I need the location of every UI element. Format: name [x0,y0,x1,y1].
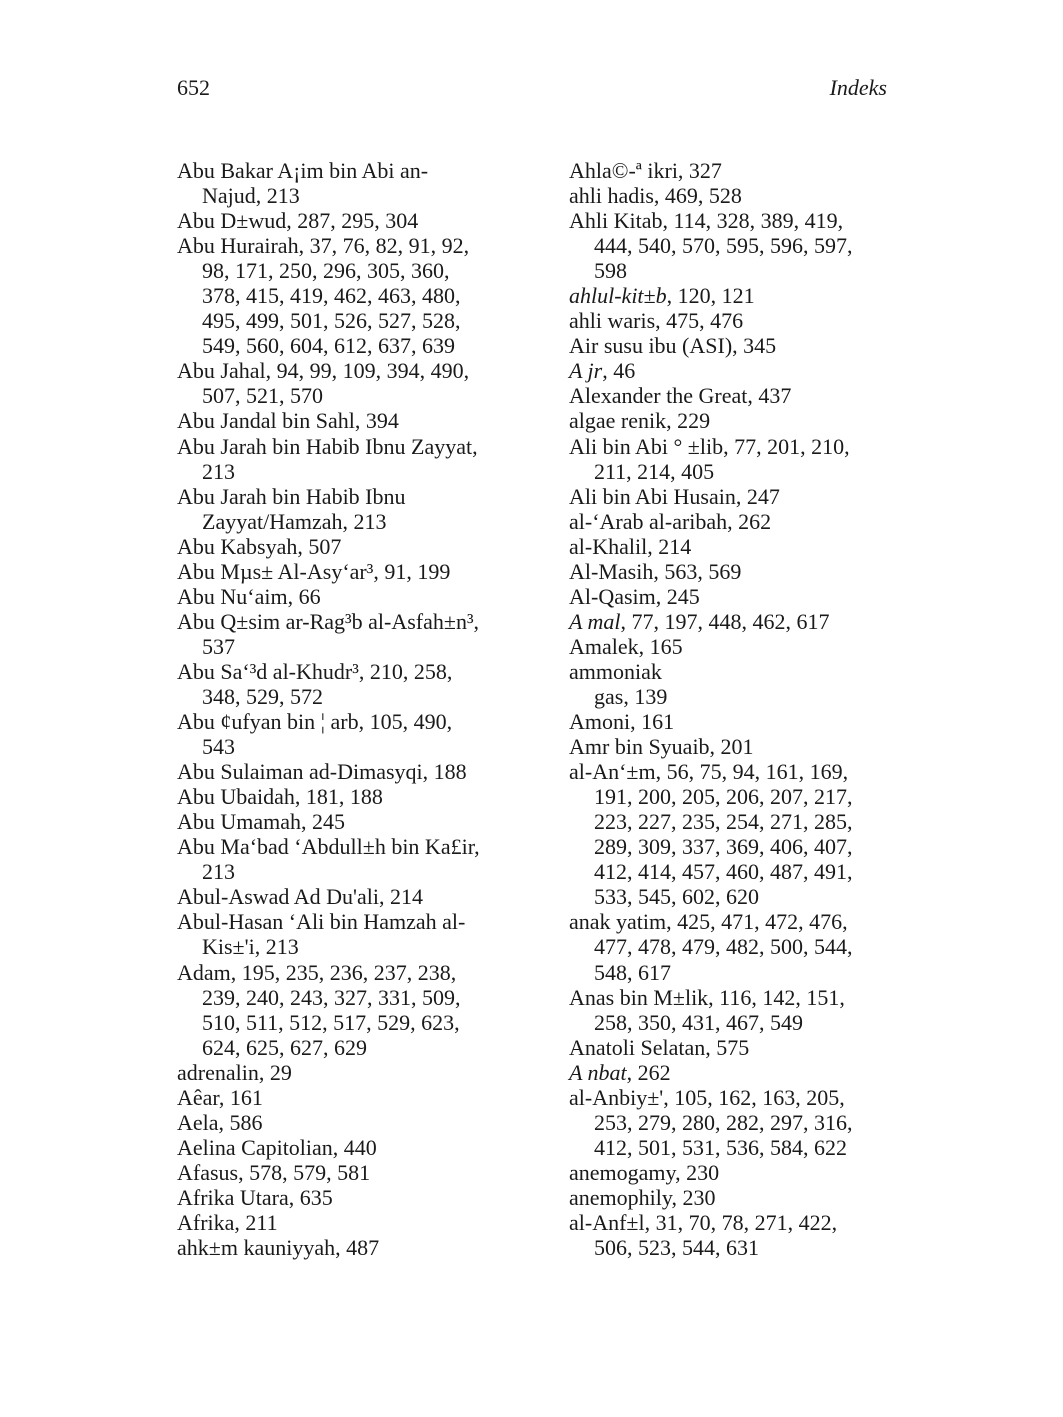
index-entry-line: Ali bin Abi Husain, 247 [569,483,780,509]
index-entry [177,759,507,784]
index-entry-line: Alexander the Great, 437 [569,383,792,409]
index-entry [569,158,889,183]
index-entry [569,183,889,208]
index-entry-line: 598 [594,258,627,284]
index-entry [569,1085,889,1160]
index-entry [569,308,889,333]
index-entry-line: Zayyat/Hamzah, 213 [202,508,387,534]
index-entry [177,834,507,884]
index-entry-line: Abu Jandal bin Sahl, 394 [177,408,399,434]
index-entry-line: Abu Jarah bin Habib Ibnu [177,483,406,509]
index-entry [569,1035,889,1060]
index-entry [177,233,507,358]
index-entry [177,809,507,834]
index-entry [569,1160,889,1185]
index-entry [177,158,507,208]
index-entry [177,609,507,659]
index-entry-line: Aelina Capitolian, 440 [177,1134,377,1160]
index-entry [569,283,889,308]
index-entry-line: al-Anf±l, 31, 70, 78, 271, 422, [569,1209,838,1235]
index-entry-line: 495, 499, 501, 526, 527, 528, [202,308,461,334]
index-entry-line: Anas bin M±lik, 116, 142, 151, [569,984,845,1010]
index-entry [569,383,889,408]
index-entry-line: Afrika, 211 [177,1209,278,1235]
index-entry-line: Abu Hurairah, 37, 76, 82, 91, 92, [177,233,470,259]
index-entry [177,709,507,759]
index-entry [569,584,889,609]
index-entry [569,709,889,734]
index-entry-line: Abu ¢ufyan bin ¦ arb, 105, 490, [177,709,453,735]
index-entry-line: Ahla©-ª ikri, 327 [569,158,722,183]
index-entry-line: Amalek, 165 [569,633,683,659]
index-entry [177,909,507,959]
index-entry-line: 510, 511, 512, 517, 529, 623, [202,1009,460,1035]
index-entry-line: ahli waris, 475, 476 [569,308,744,334]
index-entry [177,208,507,233]
index-entry-line: Afrika Utara, 635 [177,1184,333,1210]
index-entry [569,909,889,984]
index-entry-line: 506, 523, 544, 631 [594,1235,759,1261]
index-entry-line: 412, 501, 531, 536, 584, 622 [594,1134,847,1160]
index-entry-line: Amr bin Syuaib, 201 [569,734,754,760]
index-entry [569,484,889,509]
index-entry-line: 348, 529, 572 [202,683,323,709]
index-entry [569,609,889,634]
index-entry-line: A jr, 46 [569,358,636,384]
index-entry-line: ahk±m kauniyyah, 487 [177,1235,380,1261]
index-entry [569,509,889,534]
index-entry-line: Adam, 195, 235, 236, 237, 238, [177,959,457,985]
index-entry-line: 253, 279, 280, 282, 297, 316, [594,1109,853,1135]
index-entry-line: al-‘Arab al-aribah, 262 [569,508,772,534]
index-entry-line: 507, 521, 570 [202,383,323,409]
running-head: Indeks [829,75,887,100]
index-entry [177,1235,507,1260]
index-entry [177,1060,507,1085]
index-entry-line: 537 [202,633,235,659]
index-entry [569,358,889,383]
index-entry [177,1160,507,1185]
index-entry-line: 378, 415, 419, 462, 463, 480, [202,283,461,309]
index-entry-line: adrenalin, 29 [177,1059,292,1085]
index-entry-line: Anatoli Selatan, 575 [569,1034,750,1060]
index-entry-line: Abu Nu‘aim, 66 [177,583,321,609]
index-entry [569,333,889,358]
index-entry-line: A mal, 77, 197, 448, 462, 617 [569,608,830,634]
index-entry-line: Ahli Kitab, 114, 328, 389, 419, [569,208,844,234]
index-entry-line: Abu Sa‘³d al-Khudr³, 210, 258, [177,658,453,684]
index-entry-line: Abul-Aswad Ad Du'ali, 214 [177,884,423,910]
index-entry [177,434,507,484]
index-entry [177,960,507,1060]
index-entry [569,985,889,1035]
index-entry-line: al-Anbiy±', 105, 162, 163, 205, [569,1084,845,1110]
index-entry [177,534,507,559]
index-entry-line: ahli hadis, 469, 528 [569,183,742,209]
index-entry-line: anemophily, 230 [569,1184,716,1210]
index-entry-line: 211, 214, 405 [594,458,715,484]
index-entry-line: Aêar, 161 [177,1084,263,1110]
index-entry [177,408,507,433]
index-entry-line: al-An‘±m, 56, 75, 94, 161, 169, [569,759,849,785]
index-entry-line: Al-Qasim, 245 [569,583,700,609]
index-column-left [177,158,507,1260]
index-entry-line: algae renik, 229 [569,408,711,434]
index-entry-line: Kis±'i, 213 [202,934,299,960]
index-entry [177,1185,507,1210]
index-entry [569,1210,889,1260]
page-number: 652 [177,75,210,100]
index-entry [569,659,889,684]
index-entry-line: Amoni, 161 [569,709,675,735]
index-entry-line: anak yatim, 425, 471, 472, 476, [569,909,848,935]
index-entry [177,659,507,709]
index-entry [177,1110,507,1135]
index-entry-line: A nbat, 262 [569,1059,671,1085]
index-entry-line: 533, 545, 602, 620 [594,884,759,910]
index-entry-line: 549, 560, 604, 612, 637, 639 [202,333,455,359]
index-entry-line: Abu Ubaidah, 181, 188 [177,784,383,810]
index-entry-line: Aela, 586 [177,1109,263,1135]
index-entry-line: Al-Masih, 563, 569 [569,558,742,584]
index-entry [569,734,889,759]
index-entry [569,634,889,659]
index-entry-line: Abu D±wud, 287, 295, 304 [177,208,419,234]
index-entry-line: 239, 240, 243, 327, 331, 509, [202,984,461,1010]
index-entry-line: 289, 309, 337, 369, 406, 407, [594,834,853,860]
index-entry-line: Abu Sulaiman ad-Dimasyqi, 188 [177,759,467,785]
index-entry [177,884,507,909]
index-entry [569,1060,889,1085]
index-entry-line: Abul-Hasan ‘Ali bin Hamzah al- [177,909,466,935]
index-entry-line: ahlul-kit±b, 120, 121 [569,283,755,309]
index-entry-line: 98, 171, 250, 296, 305, 360, [202,258,450,284]
index-entry-line: Afasus, 578, 579, 581 [177,1159,371,1185]
index-entry-line: Ali bin Abi ° ±lib, 77, 201, 210, [569,433,850,459]
index-entry-line: ammoniak [569,658,662,684]
index-column-right [569,158,889,1260]
index-entry [177,1135,507,1160]
index-entry-line: 444, 540, 570, 595, 596, 597, [594,233,853,259]
index-entry-line: Abu Q±sim ar-Rag³b al-Asfah±n³, [177,608,480,634]
index-subentry: gas, 139 [594,683,668,709]
index-entry [569,1185,889,1210]
index-entry-line: al-Khalil, 214 [569,533,692,559]
index-entry-line: 624, 625, 627, 629 [202,1034,367,1060]
index-entry [177,784,507,809]
index-entry-line: Air susu ibu (ASI), 345 [569,333,777,359]
index-entry-line: 412, 414, 457, 460, 487, 491, [594,859,853,885]
index-entry-line: Abu Jarah bin Habib Ibnu Zayyat, [177,433,478,459]
index-entry-line: Abu Bakar A¡im bin Abi an- [177,158,429,183]
index-entry-line: Abu Ma‘bad ‘Abdull±h bin Ka£ir, [177,834,480,860]
index-entry-line: Najud, 213 [202,183,300,209]
index-entry [177,1210,507,1235]
index-entry-line: 543 [202,734,235,760]
index-entry-line: 258, 350, 431, 467, 549 [594,1009,803,1035]
index-entry [177,584,507,609]
index-entry [177,484,507,534]
index-entry-line: Abu Umamah, 245 [177,809,346,835]
index-entry-line: 191, 200, 205, 206, 207, 217, [594,784,853,810]
index-entry-line: 223, 227, 235, 254, 271, 285, [594,809,853,835]
index-entry [569,559,889,584]
index-entry-line: 213 [202,458,235,484]
index-entry-line: Abu Kabsyah, 507 [177,533,342,559]
index-entry-line: 548, 617 [594,959,671,985]
index-entry-line: anemogamy, 230 [569,1159,720,1185]
index-entry [569,408,889,433]
index-entry-line: Abu Mµs± Al-Asy‘ar³, 91, 199 [177,558,451,584]
index-entry [177,559,507,584]
index-entry [569,208,889,283]
index-entry-line: 477, 478, 479, 482, 500, 544, [594,934,853,960]
index-entry [177,1085,507,1110]
index-entry [569,534,889,559]
index-entry [569,759,889,909]
index-entry [569,434,889,484]
index-entry-line: Abu Jahal, 94, 99, 109, 394, 490, [177,358,470,384]
index-entry-line: 213 [202,859,235,885]
index-entry [177,358,507,408]
